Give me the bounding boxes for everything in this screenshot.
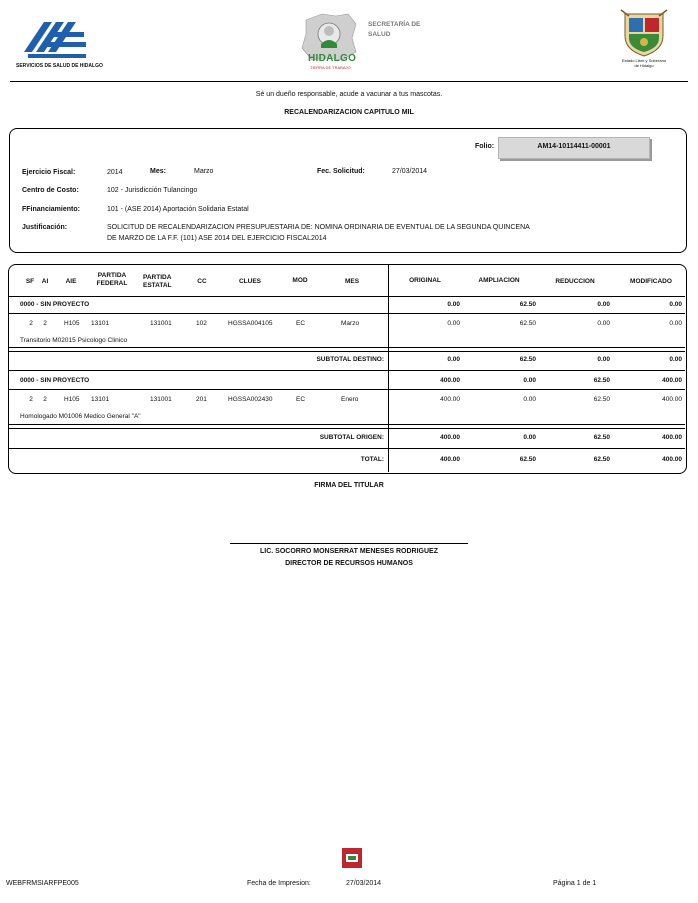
secretaria-line2: SALUD bbox=[368, 31, 391, 38]
col-partida-federal bbox=[92, 272, 132, 288]
col-original: ORIGINAL bbox=[409, 277, 441, 284]
header-divider bbox=[10, 81, 688, 82]
footer-fecha-value: 27/03/2014 bbox=[346, 880, 382, 887]
ejercicio-label: Ejercicio Fiscal: bbox=[22, 169, 76, 176]
fec-solicitud-value: 27/03/2014 bbox=[392, 168, 428, 175]
origen-project-modificado: 400.00 bbox=[662, 377, 682, 384]
origen-partida-federal: 13101 bbox=[91, 396, 110, 403]
ejercicio-value: 2014 bbox=[107, 169, 123, 176]
hidalgo-logo bbox=[298, 12, 362, 78]
slogan: Sé un dueño responsable, acude a vacunar a tus mascotas. bbox=[255, 91, 443, 98]
total-label: TOTAL: bbox=[360, 456, 384, 463]
justificacion-line1: SOLICITUD DE RECALENDARIZACION PRESUPUESTARIA DE: NOMINA ORDINARIA DE EVENTUAL DE LA SEGUNDA QUINCENA bbox=[107, 224, 530, 231]
origen-reduccion: 62.50 bbox=[593, 396, 610, 403]
destino-project-reduccion: 0.00 bbox=[597, 301, 610, 308]
col-sf: SF bbox=[25, 278, 35, 285]
destino-subtotal-modificado: 0.00 bbox=[669, 356, 682, 363]
footer-emblem bbox=[341, 847, 363, 869]
table-header-divider bbox=[9, 296, 685, 297]
destino-mod: EC bbox=[296, 320, 306, 327]
folio-label: Folio: bbox=[475, 143, 495, 150]
destino-description: Transitorio M02015 Psicologo Clinico bbox=[20, 337, 128, 344]
coat-line1: Estado Libre y Soberano bbox=[621, 58, 667, 63]
destino-subtotal-ampliacion: 62.50 bbox=[519, 356, 536, 363]
signer-name: LIC. SOCORRO MONSERRAT MENESES RODRIGUEZ bbox=[260, 548, 438, 555]
secretaria-line1: SECRETARÍA DE bbox=[368, 21, 421, 28]
firma-titular-label: FIRMA DEL TITULAR bbox=[314, 482, 384, 489]
destino-project-modificado: 0.00 bbox=[669, 301, 682, 308]
destino-project: 0000 - SIN PROYECTO bbox=[20, 301, 90, 308]
origen-clues: HGSSA002430 bbox=[228, 396, 273, 403]
secretaria-salud-label bbox=[368, 20, 420, 40]
total-modificado: 400.00 bbox=[662, 456, 682, 463]
origen-mes: Enero bbox=[341, 396, 359, 403]
coat-line2: de Hidalgo bbox=[634, 63, 654, 68]
hidalgo-logo-sub: TIERRA DE TRABAJO bbox=[310, 65, 351, 70]
servicios-salud-logo-text: SERVICIOS DE SALUD DE HIDALGO bbox=[16, 63, 103, 69]
origen-project: 0000 - SIN PROYECTO bbox=[20, 377, 90, 384]
col-ai: AI bbox=[41, 278, 49, 285]
destino-reduccion: 0.00 bbox=[597, 320, 610, 327]
destino-mes: Marzo bbox=[341, 320, 360, 327]
origen-project-original: 400.00 bbox=[440, 377, 460, 384]
origen-subtotal-reduccion: 62.50 bbox=[593, 434, 610, 441]
col-ampliacion: AMPLIACION bbox=[478, 277, 520, 284]
mes-value: Marzo bbox=[194, 168, 214, 175]
total-ampliacion: 62.50 bbox=[519, 456, 536, 463]
total-reduccion: 62.50 bbox=[593, 456, 610, 463]
origen-subtotal-original: 400.00 bbox=[440, 434, 460, 441]
destino-ampliacion: 62.50 bbox=[519, 320, 536, 327]
col-partida-estatal-l2: ESTATAL bbox=[143, 282, 172, 289]
destino-partida-estatal: 131001 bbox=[150, 320, 172, 327]
col-mod: MOD bbox=[292, 277, 308, 284]
destino-subtotal-label: SUBTOTAL DESTINO: bbox=[316, 356, 384, 363]
hidalgo-coat-of-arms bbox=[612, 6, 676, 76]
origen-project-ampliacion: 0.00 bbox=[523, 377, 536, 384]
total-original: 400.00 bbox=[440, 456, 460, 463]
col-cc: CC bbox=[197, 278, 207, 285]
destino-original: 0.00 bbox=[447, 320, 460, 327]
signature-line bbox=[230, 543, 468, 544]
centro-costo-label: Centro de Costo: bbox=[22, 187, 79, 194]
destino-sf: 2 bbox=[29, 320, 33, 327]
origen-project-reduccion: 62.50 bbox=[593, 377, 610, 384]
origen-ai: 2 bbox=[43, 396, 47, 403]
destino-ai: 2 bbox=[43, 320, 47, 327]
origen-aie: H105 bbox=[64, 396, 80, 403]
destino-partida-federal: 13101 bbox=[91, 320, 110, 327]
col-reduccion: REDUCCION bbox=[555, 278, 595, 285]
footer-page: Página 1 de 1 bbox=[553, 880, 597, 887]
servicios-salud-logo bbox=[16, 16, 102, 74]
origen-subtotal-label: SUBTOTAL ORIGEN: bbox=[319, 434, 384, 441]
destino-project-divider bbox=[9, 313, 685, 314]
destino-clues: HGSSA004105 bbox=[228, 320, 273, 327]
document-title: RECALENDARIZACION CAPITULO MIL bbox=[284, 109, 414, 116]
origen-project-divider bbox=[9, 389, 685, 390]
destino-subtotal-divider bbox=[9, 347, 685, 352]
origen-modificado: 400.00 bbox=[662, 396, 682, 403]
justificacion-line2: DE MARZO DE LA F.F. (101) ASE 2014 DEL EJERCICIO FISCAL2014 bbox=[107, 235, 327, 242]
destino-project-original: 0.00 bbox=[447, 301, 460, 308]
footer-fecha-label: Fecha de Impresion: bbox=[247, 880, 311, 887]
col-clues: CLUES bbox=[238, 278, 262, 285]
destino-subtotal-bottom bbox=[9, 370, 685, 371]
origen-partida-estatal: 131001 bbox=[150, 396, 172, 403]
origen-sf: 2 bbox=[29, 396, 33, 403]
destino-cc: 102 bbox=[196, 320, 207, 327]
footer-code: WEBFRMSIARFPE005 bbox=[6, 880, 79, 887]
total-divider bbox=[9, 448, 685, 449]
destino-project-ampliacion: 62.50 bbox=[519, 301, 536, 308]
origen-ampliacion: 0.00 bbox=[523, 396, 536, 403]
signer-position: DIRECTOR DE RECURSOS HUMANOS bbox=[285, 560, 413, 567]
folio-value: AM14-10114411-00001 bbox=[498, 137, 650, 159]
centro-costo-value: 102 - Jurisdicción Tulancingo bbox=[107, 187, 198, 194]
col-aie: AIE bbox=[65, 278, 77, 285]
financiamiento-label: FFinanciamiento: bbox=[22, 206, 80, 213]
origen-description: Homologado M01006 Medico General "A" bbox=[20, 413, 141, 420]
mes-label: Mes: bbox=[150, 168, 166, 175]
destino-aie: H105 bbox=[64, 320, 80, 327]
col-partida-estatal bbox=[143, 274, 183, 290]
origen-mod: EC bbox=[296, 396, 306, 403]
col-mes: MES bbox=[344, 278, 360, 285]
justificacion-label: Justificación: bbox=[22, 224, 68, 231]
origen-subtotal-modificado: 400.00 bbox=[662, 434, 682, 441]
hidalgo-logo-title: HIDALGO bbox=[308, 53, 357, 64]
fec-solicitud-label: Fec. Solicitud: bbox=[317, 168, 365, 175]
destino-modificado: 0.00 bbox=[669, 320, 682, 327]
destino-subtotal-reduccion: 0.00 bbox=[597, 356, 610, 363]
col-modificado: MODIFICADO bbox=[630, 278, 672, 285]
origen-original: 400.00 bbox=[440, 396, 460, 403]
col-partida-federal-l2: FEDERAL bbox=[96, 280, 128, 287]
col-partida-estatal-l1: PARTIDA bbox=[143, 274, 172, 281]
destino-subtotal-original: 0.00 bbox=[447, 356, 460, 363]
origen-subtotal-ampliacion: 0.00 bbox=[523, 434, 536, 441]
col-partida-federal-l1: PARTIDA bbox=[97, 272, 127, 279]
origen-subtotal-divider bbox=[9, 424, 685, 429]
origen-cc: 201 bbox=[196, 396, 207, 403]
financiamiento-value: 101 - (ASE 2014) Aportación Solidaria Estatal bbox=[107, 206, 249, 213]
